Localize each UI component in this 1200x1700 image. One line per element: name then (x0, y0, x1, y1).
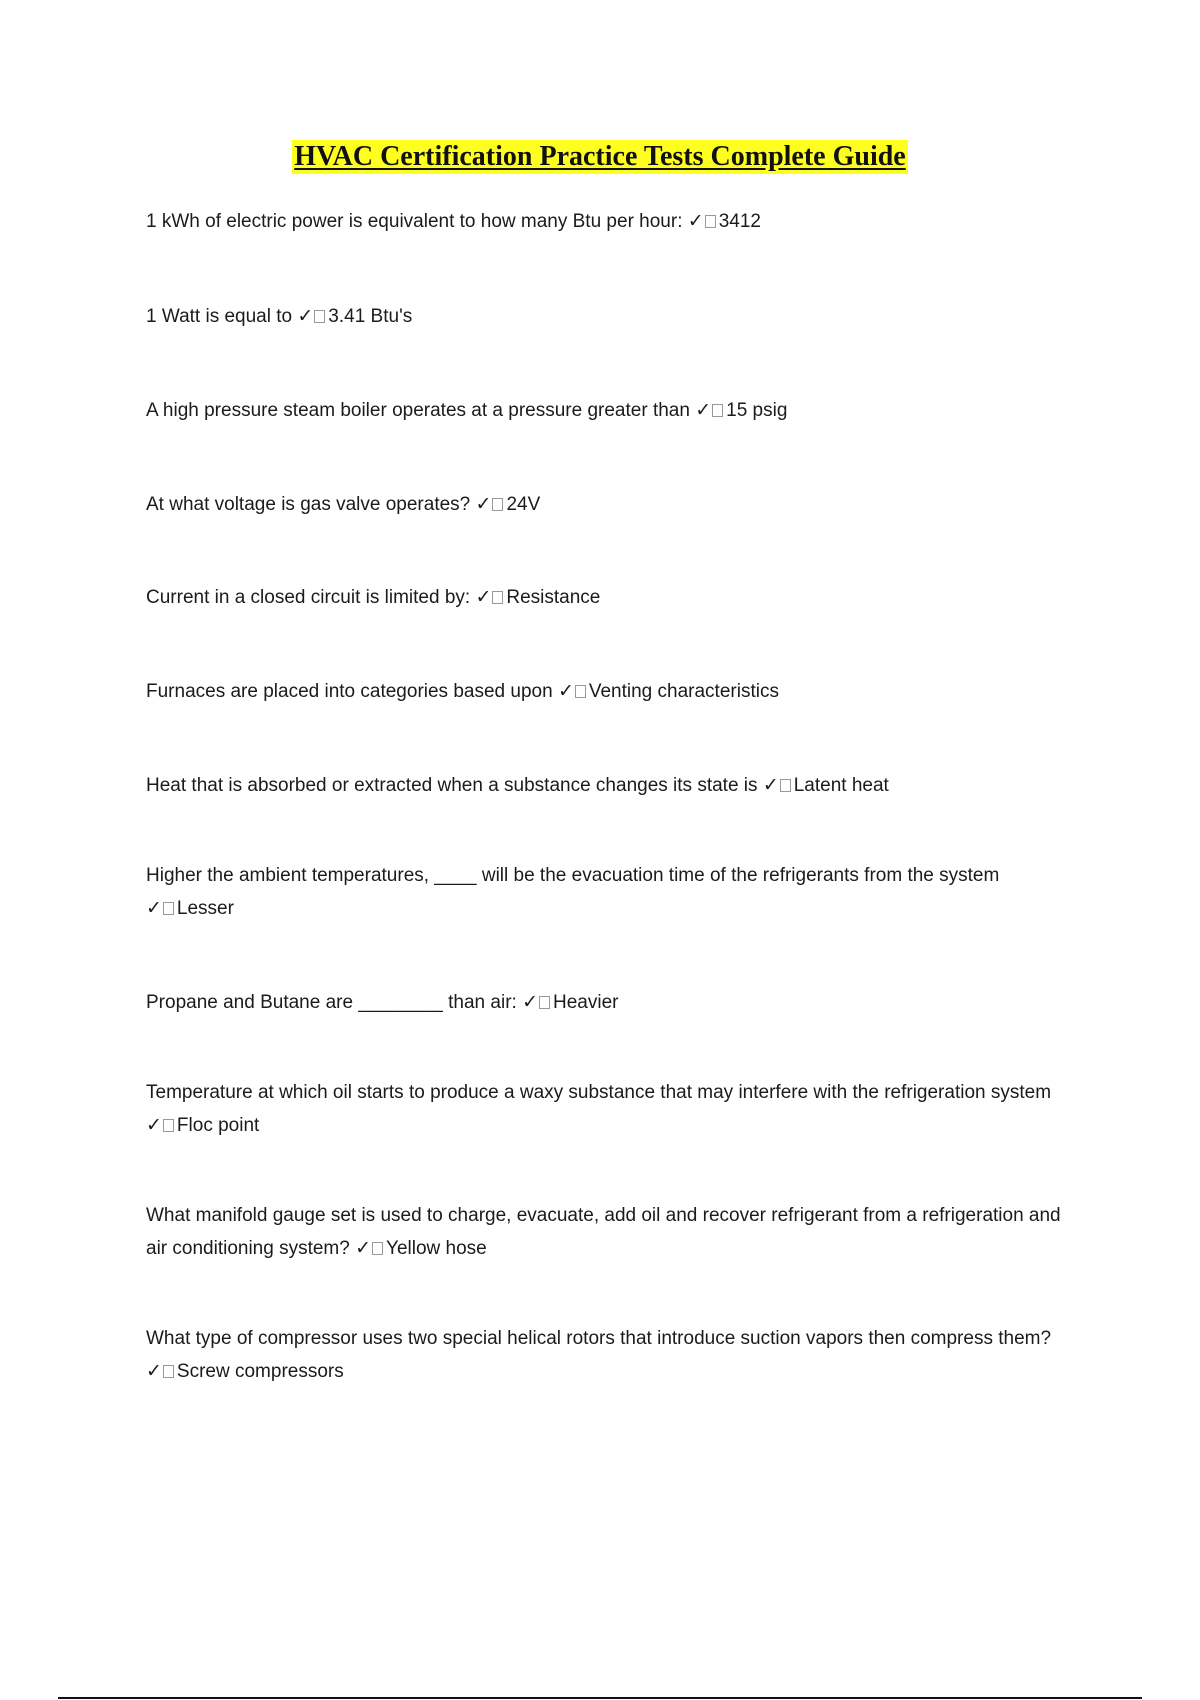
qa-item (146, 1077, 1086, 1142)
checkmark-icon: ✓ (475, 493, 492, 515)
qa-item (146, 205, 1086, 238)
answer-text: Floc point (176, 1115, 260, 1136)
answer-text: 3.41 Btu's (328, 306, 413, 327)
checkbox-icon (163, 1119, 174, 1132)
checkmark-icon: ✓ (146, 1360, 162, 1382)
checkbox-icon (539, 996, 550, 1009)
answer-text: Yellow hose (386, 1238, 487, 1259)
answer-text: Screw compressors (176, 1361, 344, 1382)
answer-text: Lesser (176, 898, 234, 919)
question-text: At what voltage is gas valve operates? (146, 494, 471, 515)
question-text: Propane and Butane are ________ than air: (146, 992, 517, 1013)
checkbox-icon (163, 902, 174, 915)
question-text: A high pressure steam boiler operates at a pressure greater than (146, 400, 690, 421)
qa-item (146, 300, 1086, 333)
qa-item (146, 1323, 1086, 1388)
question-text: Higher the ambient temperatures, ____ will be the evacuation time of the refrigerants from the system (146, 865, 1000, 886)
checkbox-icon (314, 310, 325, 323)
checkmark-icon: ✓ (146, 897, 162, 919)
qa-item (146, 581, 1086, 614)
checkmark-icon: ✓ (475, 586, 492, 608)
question-text: What type of compressor uses two special helical rotors that introduce suction vapors then compress them? (146, 1328, 1052, 1349)
qa-item (146, 488, 1086, 521)
answer-text: Resistance (506, 587, 601, 608)
qa-item (146, 394, 1086, 427)
qa-item (146, 675, 1086, 708)
checkmark-icon: ✓ (695, 399, 712, 421)
question-text: 1 Watt is equal to (146, 306, 293, 327)
checkbox-icon (705, 215, 716, 228)
answer-text: Venting characteristics (588, 681, 779, 702)
question-text: Temperature at which oil starts to produce a waxy substance that may interfere with the refrigeration system (146, 1082, 1052, 1103)
question-text: What manifold gauge set is used to charge, evacuate, add oil and recover refrigerant from a refrigeration and air conditioning system? (146, 1205, 1061, 1259)
qa-item (146, 860, 1086, 925)
answer-text: Latent heat (793, 775, 889, 796)
document-title: HVAC Certification Practice Tests Complete Guide (294, 141, 906, 172)
question-text: 1 kWh of electric power is equivalent to how many Btu per hour: (146, 211, 683, 232)
answer-text: Heavier (553, 992, 619, 1013)
checkbox-icon (163, 1365, 174, 1378)
question-text: Current in a closed circuit is limited by: (146, 587, 471, 608)
checkbox-icon (712, 404, 723, 417)
qa-item (146, 986, 1086, 1019)
answer-text: 24V (506, 494, 541, 515)
checkbox-icon (575, 685, 586, 698)
qa-item (146, 769, 1086, 802)
checkbox-icon (492, 498, 503, 511)
qa-item (146, 1200, 1086, 1265)
checkmark-icon: ✓ (297, 305, 314, 327)
checkbox-icon (492, 591, 503, 604)
answer-text: 15 psig (726, 400, 788, 421)
answer-text: 3412 (718, 211, 761, 232)
checkmark-icon: ✓ (146, 1114, 162, 1136)
checkbox-icon (372, 1242, 383, 1255)
checkmark-icon: ✓ (522, 991, 538, 1013)
title-container (0, 140, 1200, 174)
checkmark-icon: ✓ (355, 1237, 372, 1259)
question-text: Furnaces are placed into categories based upon (146, 681, 553, 702)
bottom-divider (58, 1697, 1142, 1699)
checkbox-icon (780, 779, 791, 792)
question-text: Heat that is absorbed or extracted when a substance changes its state is (146, 775, 758, 796)
checkmark-icon: ✓ (557, 680, 574, 702)
checkmark-icon: ✓ (762, 774, 779, 796)
checkmark-icon: ✓ (687, 210, 704, 232)
